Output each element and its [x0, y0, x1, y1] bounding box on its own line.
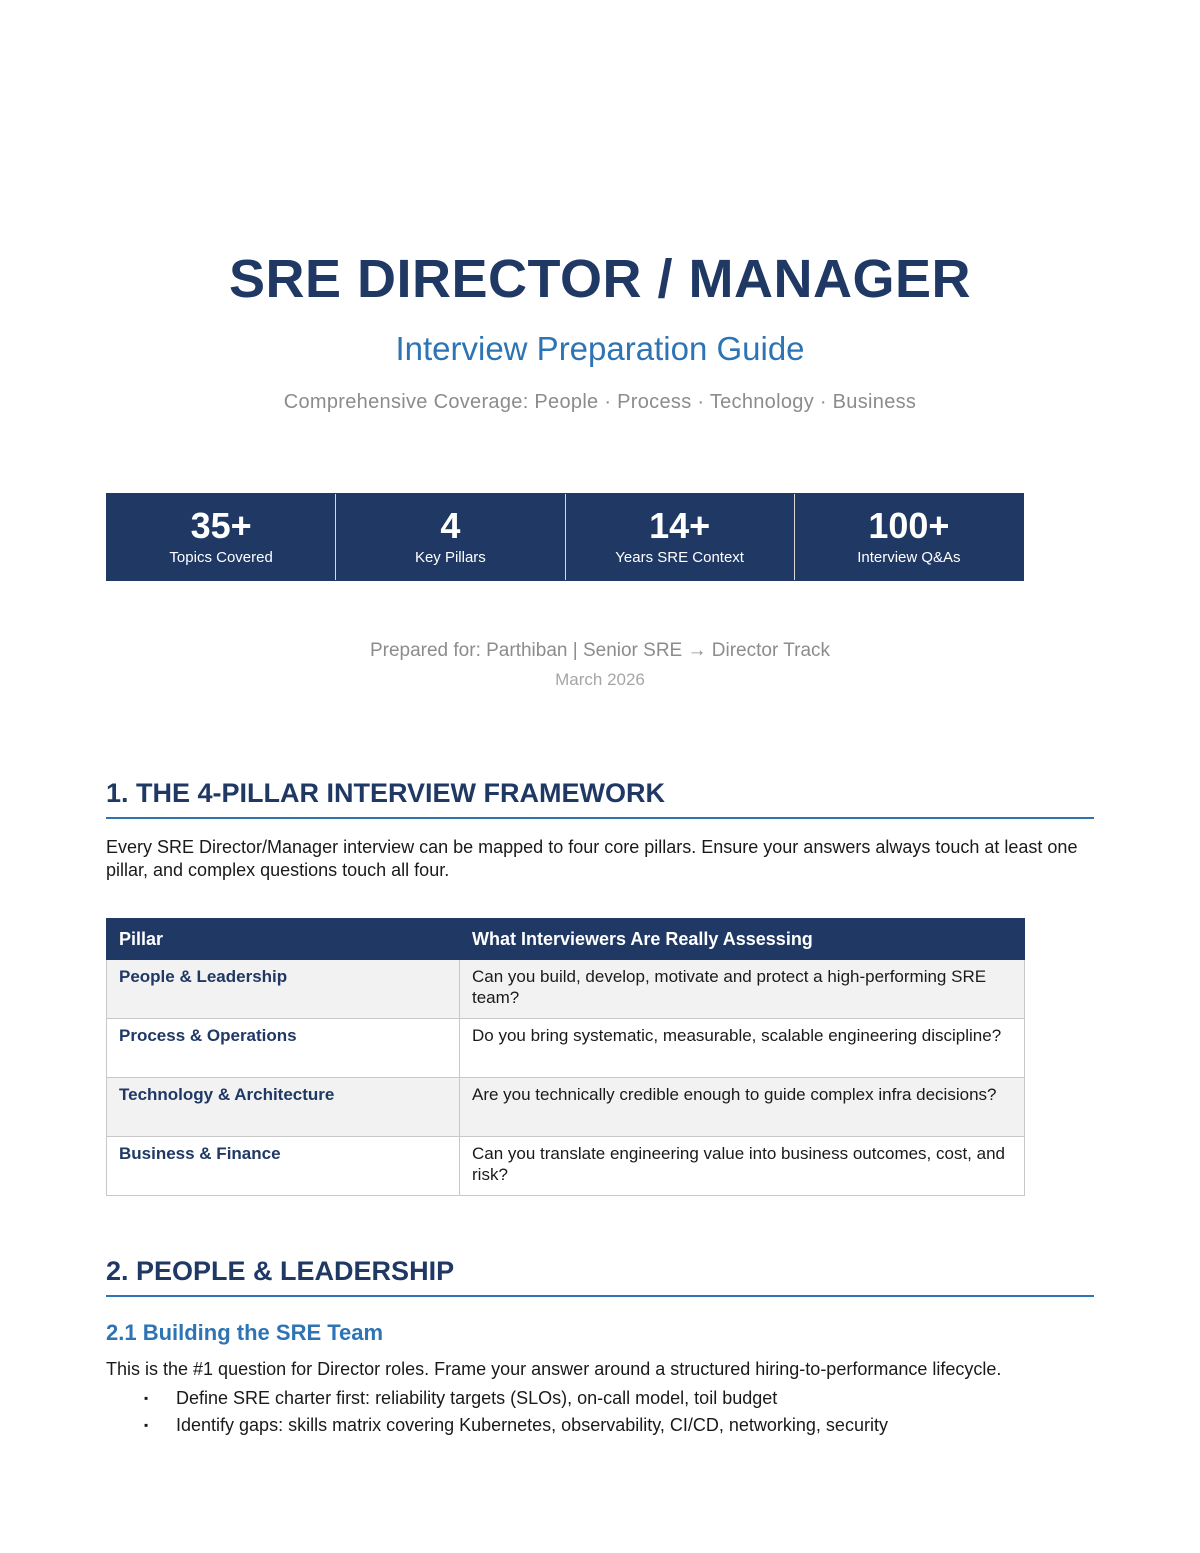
stat-value: 100+	[868, 505, 950, 546]
section-heading-people: 2. PEOPLE & LEADERSHIP	[106, 1256, 1094, 1297]
bullet-list	[106, 1385, 1094, 1439]
stat-years	[566, 494, 795, 580]
stats-banner	[106, 493, 1024, 581]
framework-intro: Every SRE Director/Manager interview can be mapped to four core pillars. Ensure your answers always touch at least one pillar, and complex questions touch all four.	[106, 837, 1078, 880]
document-date: March 2026	[555, 670, 645, 689]
assessing-cell: Can you translate engineering value into business outcomes, cost, and risk?	[460, 1137, 1025, 1196]
list-item-text: Identify gaps: skills matrix covering Kubernetes, observability, CI/CD, networking, security	[176, 1415, 888, 1435]
stat-pillars	[336, 494, 565, 580]
stat-value: 35+	[190, 505, 252, 546]
subsection-heading-building-team: 2.1 Building the SRE Team	[106, 1320, 384, 1345]
document-title: SRE DIRECTOR / MANAGER	[228, 249, 972, 309]
stat-label: Topics Covered	[169, 549, 273, 566]
list-item	[106, 1385, 1094, 1412]
building-team-intro: This is the #1 question for Director roles. Frame your answer around a structured hiring-to-performance lifecycle.	[106, 1359, 1002, 1379]
stat-value: 14+	[649, 505, 711, 546]
table-header-row	[107, 919, 1025, 960]
assessing-cell: Are you technically credible enough to guide complex infra decisions?	[460, 1078, 1025, 1137]
stat-value: 4	[440, 505, 461, 546]
table-row	[107, 1078, 1025, 1137]
section-heading-framework: 1. THE 4-PILLAR INTERVIEW FRAMEWORK	[106, 778, 1094, 819]
list-item-text: Define SRE charter first: reliability targets (SLOs), on-call model, toil budget	[176, 1388, 778, 1408]
assessing-cell: Do you bring systematic, measurable, scalable engineering discipline?	[460, 1019, 1025, 1078]
stat-label: Key Pillars	[414, 549, 486, 566]
bullet-icon: ▪	[144, 1391, 149, 1405]
pillar-cell: Technology & Architecture	[107, 1078, 460, 1137]
pillar-cell: People & Leadership	[107, 960, 460, 1019]
pillar-table	[106, 918, 1025, 1196]
stat-label: Years SRE Context	[615, 549, 744, 566]
pillar-cell: Business & Finance	[107, 1137, 460, 1196]
table-row	[107, 1019, 1025, 1078]
table-row	[107, 1137, 1025, 1196]
table-row	[107, 960, 1025, 1019]
stat-topics	[107, 494, 336, 580]
assessing-cell: Can you build, develop, motivate and protect a high-performing SRE team?	[460, 960, 1025, 1019]
document-subtitle: Interview Preparation Guide	[395, 330, 805, 367]
list-item	[106, 1412, 1094, 1439]
coverage-line: Comprehensive Coverage: People · Process · Technology · Business	[283, 391, 917, 413]
pillar-cell: Process & Operations	[107, 1019, 460, 1078]
column-header-assessing: What Interviewers Are Really Assessing	[460, 919, 1025, 960]
stat-label: Interview Q&As	[857, 549, 961, 566]
prepared-for: Prepared for: Parthiban | Senior SRE → Director Track	[369, 640, 831, 661]
column-header-pillar: Pillar	[107, 919, 460, 960]
stat-qas	[795, 494, 1023, 580]
bullet-icon: ▪	[144, 1418, 149, 1432]
